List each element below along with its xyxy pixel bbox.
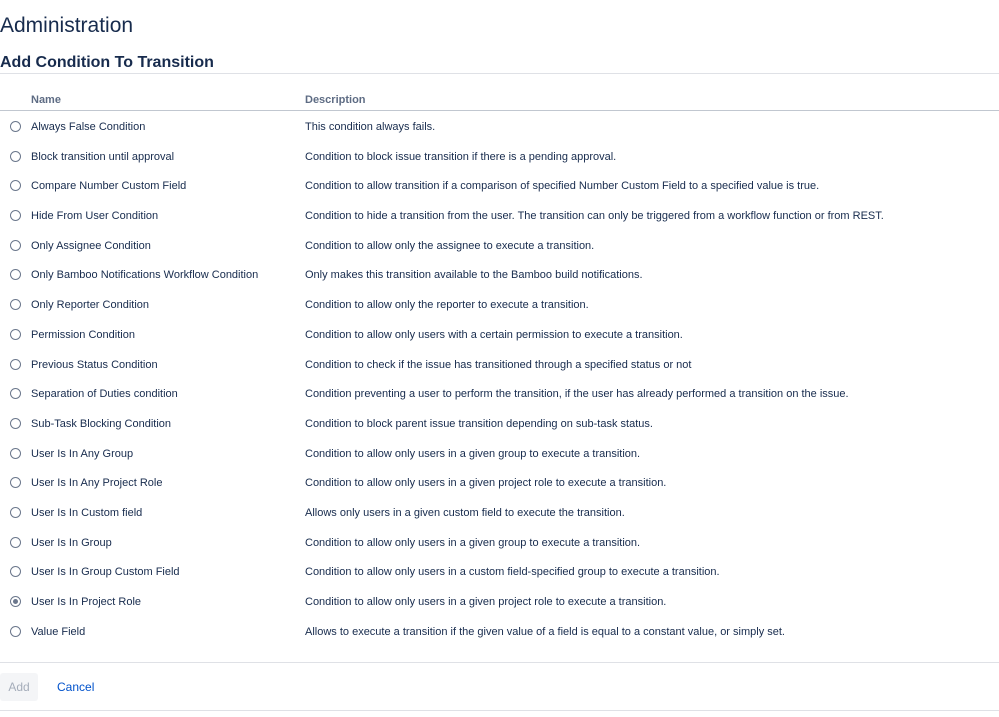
- condition-radio[interactable]: [10, 477, 21, 488]
- condition-description: Condition to allow only the assignee to execute a transition.: [305, 239, 595, 252]
- condition-name[interactable]: Compare Number Custom Field: [31, 180, 187, 193]
- condition-radio[interactable]: [10, 269, 21, 280]
- column-header-name: Name: [31, 94, 61, 106]
- table-row[interactable]: [0, 142, 999, 172]
- condition-radio[interactable]: [10, 151, 21, 162]
- table-row[interactable]: [0, 231, 999, 261]
- condition-description: Condition preventing a user to perform the transition, if the user has already performed a transition on the issue.: [305, 388, 849, 401]
- condition-name[interactable]: Only Assignee Condition: [31, 239, 151, 252]
- conditions-list: [0, 112, 999, 646]
- condition-radio[interactable]: [10, 388, 21, 399]
- table-row[interactable]: [0, 260, 999, 290]
- condition-description: Condition to check if the issue has transitioned through a specified status or not: [305, 358, 692, 371]
- condition-name[interactable]: Only Reporter Condition: [31, 299, 150, 312]
- condition-description: Condition to allow only users in a given group to execute a transition.: [305, 536, 641, 549]
- table-row[interactable]: [0, 409, 999, 439]
- condition-description: Condition to allow only users in a given project role to execute a transition.: [305, 477, 667, 490]
- condition-name[interactable]: User Is In Any Project Role: [31, 477, 163, 490]
- condition-description: Condition to allow only users in a custom field-specified group to execute a transition.: [305, 566, 720, 579]
- section-title: Add Condition To Transition: [0, 54, 214, 71]
- table-row[interactable]: [0, 379, 999, 409]
- condition-description: Condition to allow transition if a comparison of specified Number Custom Field to a specified value is true.: [305, 180, 820, 193]
- table-row[interactable]: [0, 439, 999, 469]
- table-row[interactable]: [0, 587, 999, 617]
- condition-name[interactable]: Separation of Duties condition: [31, 388, 178, 401]
- condition-name[interactable]: Always False Condition: [31, 121, 146, 133]
- condition-radio[interactable]: [10, 448, 21, 459]
- condition-radio[interactable]: [10, 507, 21, 518]
- table-row[interactable]: [0, 557, 999, 587]
- table-row[interactable]: [0, 320, 999, 350]
- condition-name[interactable]: User Is In Project Role: [31, 596, 142, 608]
- add-button[interactable]: Add: [0, 673, 38, 701]
- condition-radio[interactable]: [10, 537, 21, 548]
- condition-name[interactable]: User Is In Any Group: [31, 447, 134, 460]
- condition-radio[interactable]: [10, 180, 21, 191]
- footer-divider: [0, 662, 999, 663]
- condition-description: Condition to allow only users in a given project role to execute a transition.: [305, 596, 667, 608]
- condition-name[interactable]: Block transition until approval: [31, 150, 175, 163]
- condition-name[interactable]: Sub-Task Blocking Condition: [31, 417, 172, 430]
- condition-description: Condition to hide a transition from the user. The transition can only be triggered from a workflow function or from REST.: [305, 210, 884, 223]
- table-row[interactable]: [0, 290, 999, 320]
- table-row[interactable]: [0, 468, 999, 498]
- condition-name[interactable]: Value Field: [31, 625, 86, 638]
- condition-name[interactable]: User Is In Group Custom Field: [31, 566, 180, 579]
- section-divider: [0, 73, 999, 74]
- column-header-description: Description: [305, 94, 366, 106]
- condition-radio[interactable]: [10, 240, 21, 251]
- table-row[interactable]: [0, 528, 999, 558]
- condition-description: Condition to allow only the reporter to execute a transition.: [305, 299, 589, 312]
- condition-radio[interactable]: [10, 626, 21, 637]
- condition-name[interactable]: Previous Status Condition: [31, 358, 158, 371]
- condition-radio[interactable]: [10, 121, 21, 132]
- condition-description: Condition to allow only users with a certain permission to execute a transition.: [305, 328, 683, 341]
- header-divider: [0, 110, 999, 111]
- condition-radio[interactable]: [10, 359, 21, 370]
- condition-radio[interactable]: [10, 210, 21, 221]
- condition-description: Allows only users in a given custom field to execute the transition.: [305, 506, 625, 519]
- condition-radio[interactable]: [10, 596, 21, 607]
- condition-radio[interactable]: [10, 329, 21, 340]
- condition-radio[interactable]: [10, 299, 21, 310]
- condition-description: Allows to execute a transition if the given value of a field is equal to a constant value, or simply set.: [305, 625, 785, 638]
- table-row[interactable]: [0, 617, 999, 647]
- condition-name[interactable]: User Is In Custom field: [31, 506, 143, 519]
- condition-description: Condition to block parent issue transition depending on sub-task status.: [305, 417, 653, 430]
- table-row[interactable]: [0, 171, 999, 201]
- condition-radio[interactable]: [10, 418, 21, 429]
- condition-description: This condition always fails.: [305, 121, 436, 133]
- condition-name[interactable]: User Is In Group: [31, 536, 112, 549]
- condition-description: Condition to block issue transition if there is a pending approval.: [305, 150, 617, 163]
- table-row[interactable]: [0, 201, 999, 231]
- condition-radio[interactable]: [10, 566, 21, 577]
- condition-name[interactable]: Only Bamboo Notifications Workflow Condition: [31, 269, 259, 282]
- condition-description: Only makes this transition available to the Bamboo build notifications.: [305, 269, 643, 282]
- cancel-link[interactable]: Cancel: [57, 680, 95, 694]
- condition-name[interactable]: Permission Condition: [31, 328, 135, 341]
- page-title: Administration: [0, 14, 134, 37]
- bottom-divider: [0, 710, 999, 711]
- table-row[interactable]: [0, 498, 999, 528]
- condition-description: Condition to allow only users in a given group to execute a transition.: [305, 447, 641, 460]
- table-row[interactable]: [0, 112, 999, 142]
- condition-name[interactable]: Hide From User Condition: [31, 210, 159, 223]
- table-row[interactable]: [0, 350, 999, 380]
